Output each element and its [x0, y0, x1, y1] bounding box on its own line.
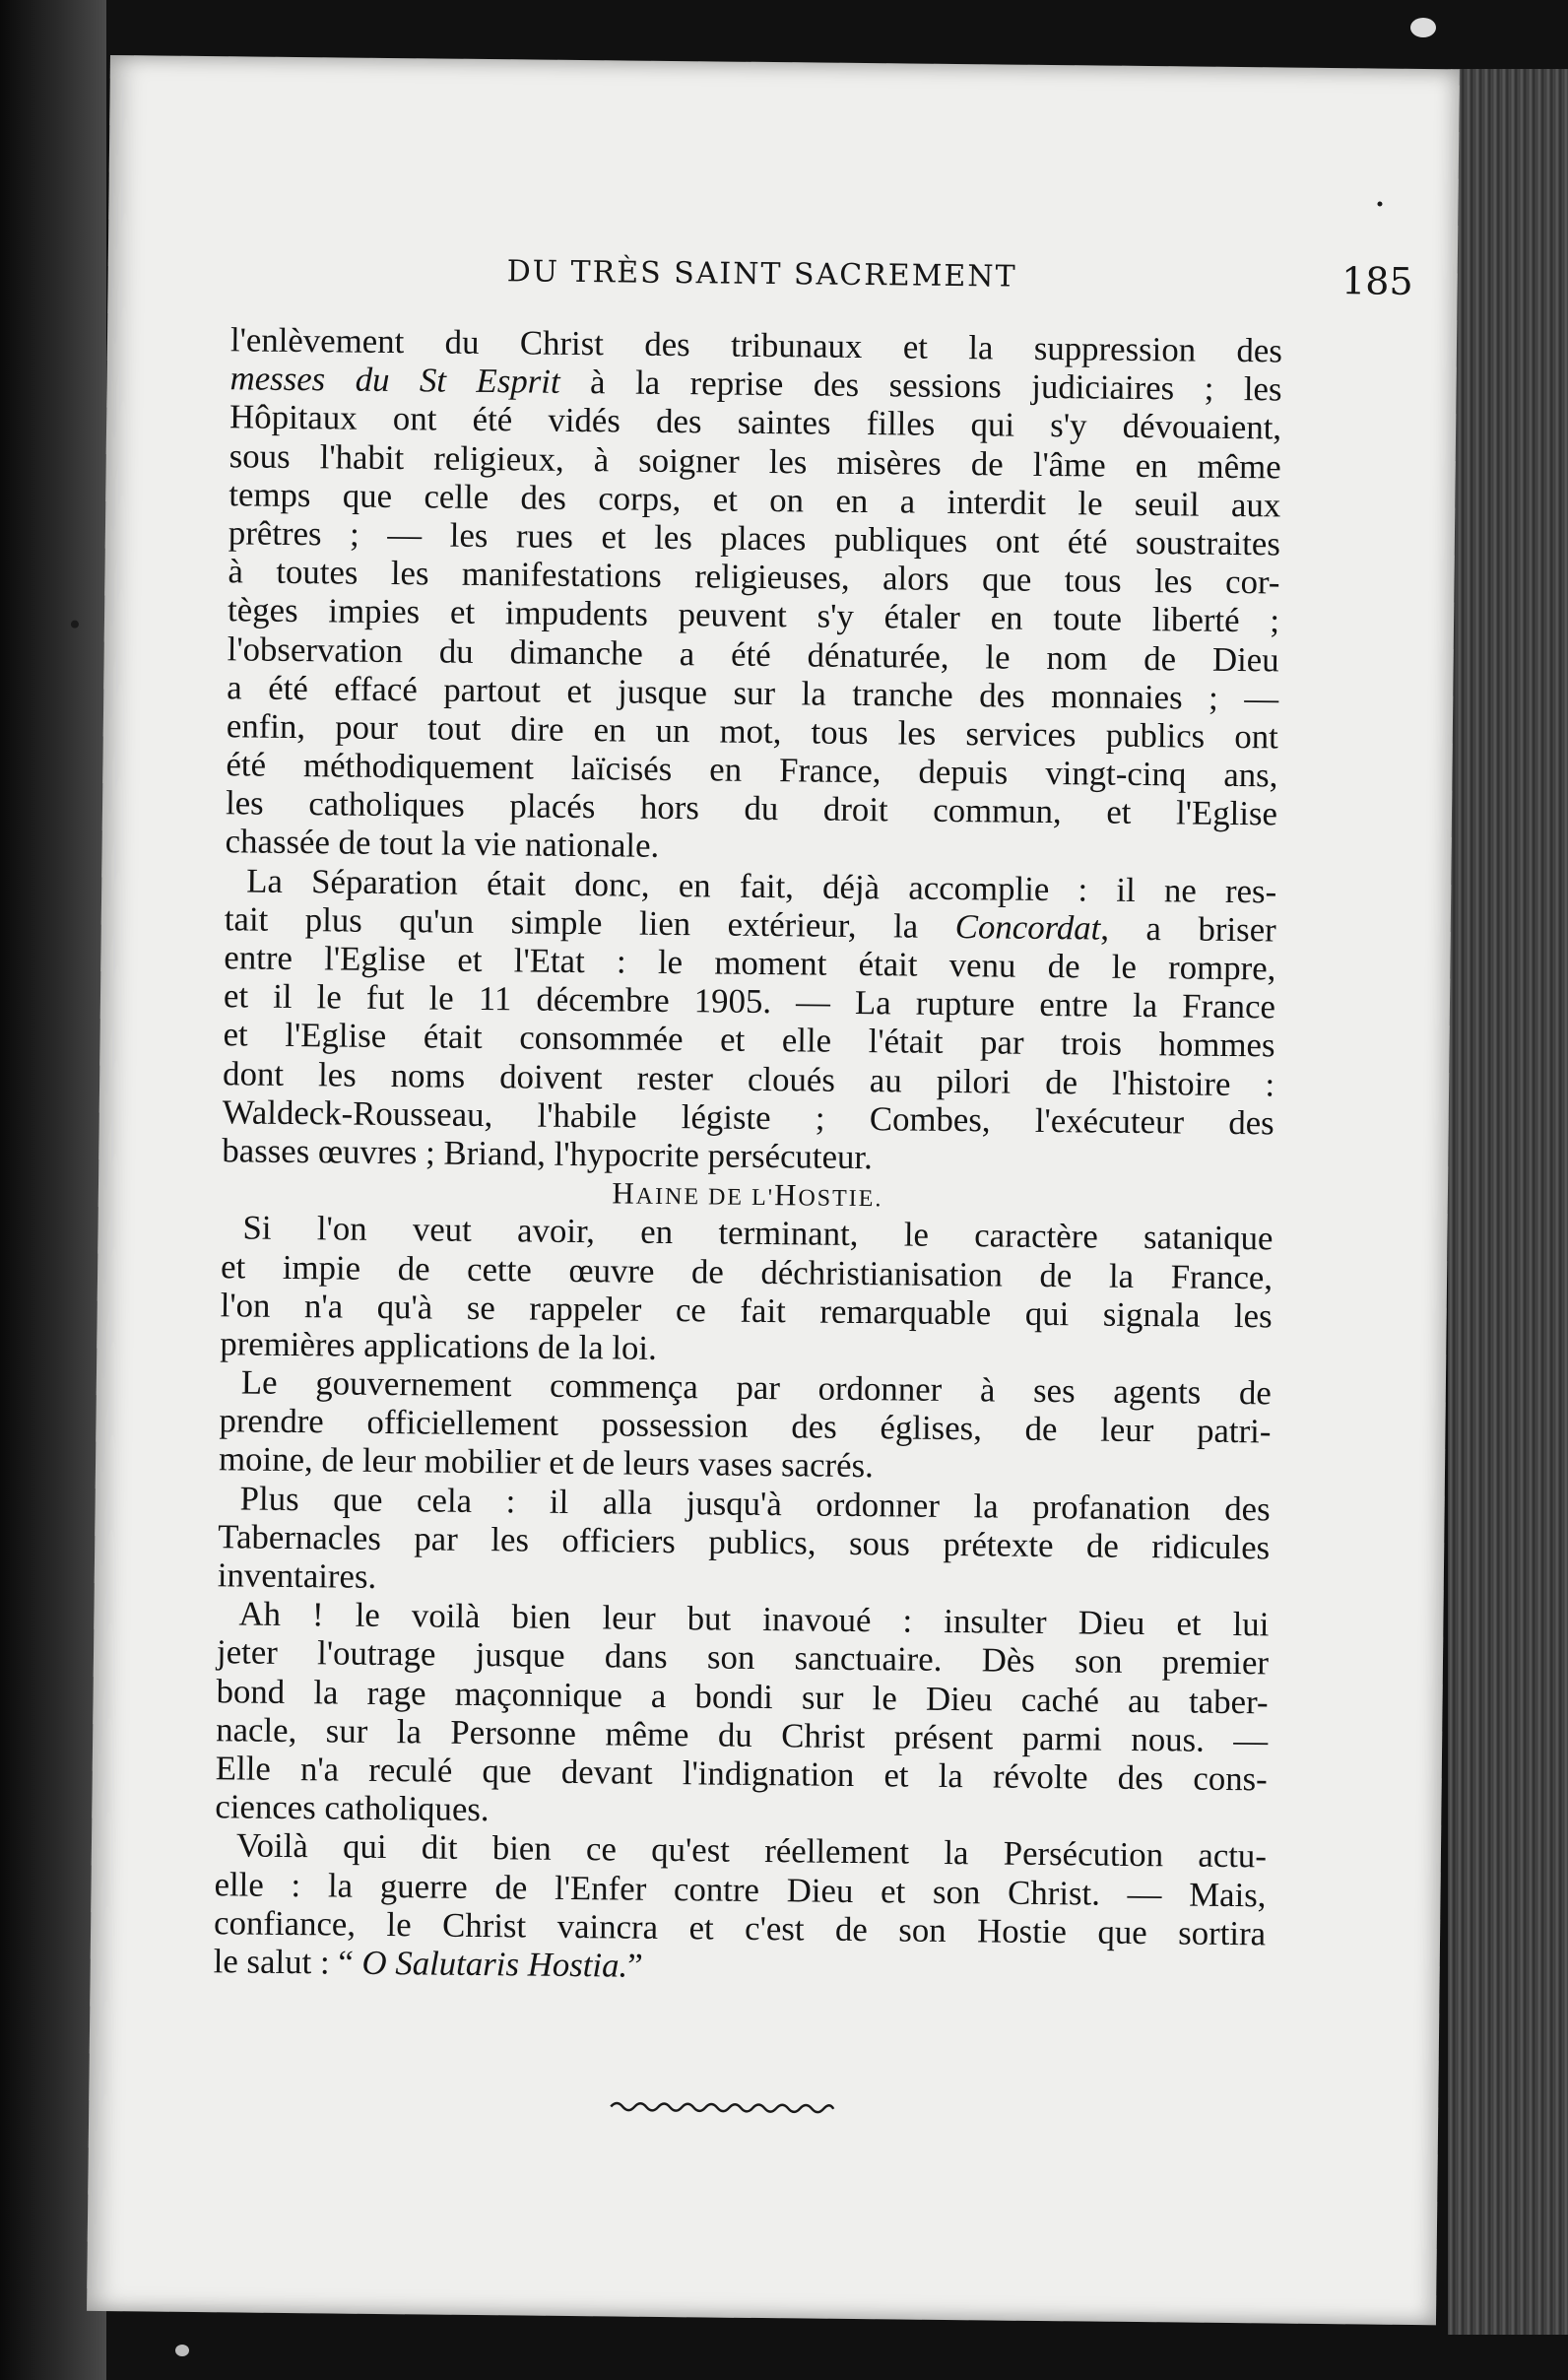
- text-run: ”: [626, 1946, 643, 1985]
- page-header: [506, 254, 1412, 313]
- text-line: Hôpitaux ont été vidés des saintes filles qui s'y dévouaient,: [229, 397, 1282, 447]
- text-line: l'observation du dimanche a été dénaturée, le nom de Dieu: [227, 628, 1279, 679]
- heading-capital: H: [773, 1177, 799, 1213]
- ink-speck: [1410, 18, 1436, 37]
- text-line: à toutes les manifestations religieuses, alors que tous les cor-: [228, 552, 1280, 602]
- italic-phrase: O Salutaris Hostia.: [361, 1943, 628, 1985]
- text-line: tèges impies et impudents peuvent s'y étaler en toute liberté ;: [227, 590, 1280, 640]
- text-line: Elle n'a reculé que devant l'indignation et la révolte des cons-: [215, 1749, 1268, 1799]
- text-line: confiance, le Christ vaincra et c'est de son Hostie que sortira: [213, 1902, 1267, 1953]
- text-line: moine, de leur mobilier et de leurs vases sacrés.: [218, 1439, 875, 1486]
- text-run: le salut : “: [213, 1942, 362, 1982]
- paragraph-6: [215, 1594, 1269, 1836]
- paragraph-2: [222, 861, 1276, 1181]
- wavy-rule-ornament: [609, 2097, 835, 2117]
- text-line: et l'Eglise était consommée et elle l'était par trois hommes: [223, 1015, 1275, 1065]
- paragraph-7: [214, 1826, 1268, 1992]
- paragraph-3: [220, 1209, 1274, 1374]
- text-line: Waldeck-Rousseau, l'habile légiste ; Combes, l'exécuteur des: [222, 1092, 1274, 1143]
- text-line: temps que celle des corps, et on en a interdit le seuil aux: [229, 475, 1281, 525]
- text-line: jeter l'outrage jusque dans son sanctuaire. Dès son premier: [216, 1632, 1270, 1683]
- paragraph-1: [225, 320, 1282, 872]
- heading-smallcaps: AINE DE L': [635, 1183, 775, 1212]
- text-line: prendre officiellement possession des églises, de leur patri-: [219, 1401, 1272, 1451]
- text-line: a été effacé partout et jusque sur la tranche des monnaies ; —: [227, 667, 1279, 718]
- text-line: inventaires.: [217, 1555, 377, 1596]
- text-line: ciences catholiques.: [215, 1787, 490, 1829]
- text-line: Voilà qui dit bien ce qu'est réellement la Persécution actu-: [235, 1825, 1268, 1876]
- text-line: Le gouvernement commença par ordonner à ses agents de: [240, 1362, 1273, 1413]
- paragraph-5: [218, 1479, 1271, 1606]
- text-line: basses œuvres ; Briand, l'hypocrite persécuteur.: [222, 1131, 874, 1177]
- ink-speck: [1377, 201, 1382, 206]
- page-number: 185: [1340, 259, 1413, 303]
- text-line: bond la rage maçonnique a bondi sur le Dieu caché au taber-: [216, 1671, 1269, 1721]
- text-run: tait plus qu'un simple lien extérieur, la: [224, 899, 955, 946]
- italic-phrase: messes du St Esprit: [229, 359, 560, 401]
- text-line: l'enlèvement du Christ des tribunaux et la suppression des: [229, 320, 1283, 370]
- running-head: DU TRÈS SAINT SACREMENT: [506, 254, 1017, 295]
- text-line: dont les noms doivent rester cloués au pilori de l'histoire :: [222, 1053, 1275, 1103]
- text-line: Tabernacles par les officiers publics, sous prétexte de ridicules: [218, 1517, 1271, 1567]
- text-line: La Séparation était donc, en fait, déjà accomplie : il ne res-: [246, 861, 1277, 911]
- book-fore-edge: [1448, 69, 1568, 2335]
- heading-capital: H: [612, 1175, 636, 1211]
- page-sheet: [87, 55, 1460, 2325]
- paragraph-4: [219, 1362, 1272, 1489]
- text-line: et impie de cette œuvre de déchristianisation de la France,: [220, 1246, 1274, 1296]
- text-run: , a briser: [1100, 908, 1276, 950]
- text-line: nacle, sur la Personne même du Christ présent parmi nous. —: [216, 1709, 1269, 1760]
- heading-smallcaps: OSTIE.: [798, 1185, 883, 1213]
- text-line: Ah ! le voilà bien leur but inavoué : insulter Dieu et lui: [238, 1594, 1270, 1644]
- italic-phrase: Concordat: [954, 906, 1101, 948]
- text-line: l'on n'a qu'à se rappeler ce fait remarquable qui signala les: [220, 1285, 1273, 1336]
- ink-speck: [71, 621, 79, 628]
- wavy-rule-path: [611, 2103, 833, 2112]
- text-line: entre l'Eglise et l'Etat : le moment était venu de le rompre,: [224, 938, 1276, 988]
- text-line: les catholiques placés hors du droit commun, et l'Eglise: [225, 783, 1278, 833]
- text-line: enfin, pour tout dire en un mot, tous les services publics ont: [226, 706, 1279, 757]
- text-line: elle : la guerre de l'Enfer contre Dieu et son Christ. — Mais,: [214, 1864, 1267, 1914]
- text-line: prêtres ; — les rues et les places publiques ont été soustraites: [228, 513, 1281, 563]
- text-line: chassée de tout la vie nationale.: [225, 822, 660, 866]
- text-line: Si l'on veut avoir, en terminant, le caractère satanique: [242, 1208, 1274, 1258]
- text-line: été méthodiquement laïcisés en France, depuis vingt-cinq ans,: [226, 745, 1278, 795]
- text-line: et il le fut le 11 décembre 1905. — La rupture entre la France: [223, 976, 1276, 1026]
- ink-speck: [175, 2345, 189, 2356]
- text-run: à la reprise des sessions judiciaires ; les: [559, 362, 1282, 409]
- page-body: [214, 320, 1283, 1991]
- text-line: sous l'habit religieux, à soigner les misères de l'âme en même: [229, 435, 1281, 487]
- text-line: premières applications de la loi.: [220, 1324, 658, 1367]
- text-line: Plus que cela : il alla jusqu'à ordonner la profanation des: [239, 1479, 1271, 1529]
